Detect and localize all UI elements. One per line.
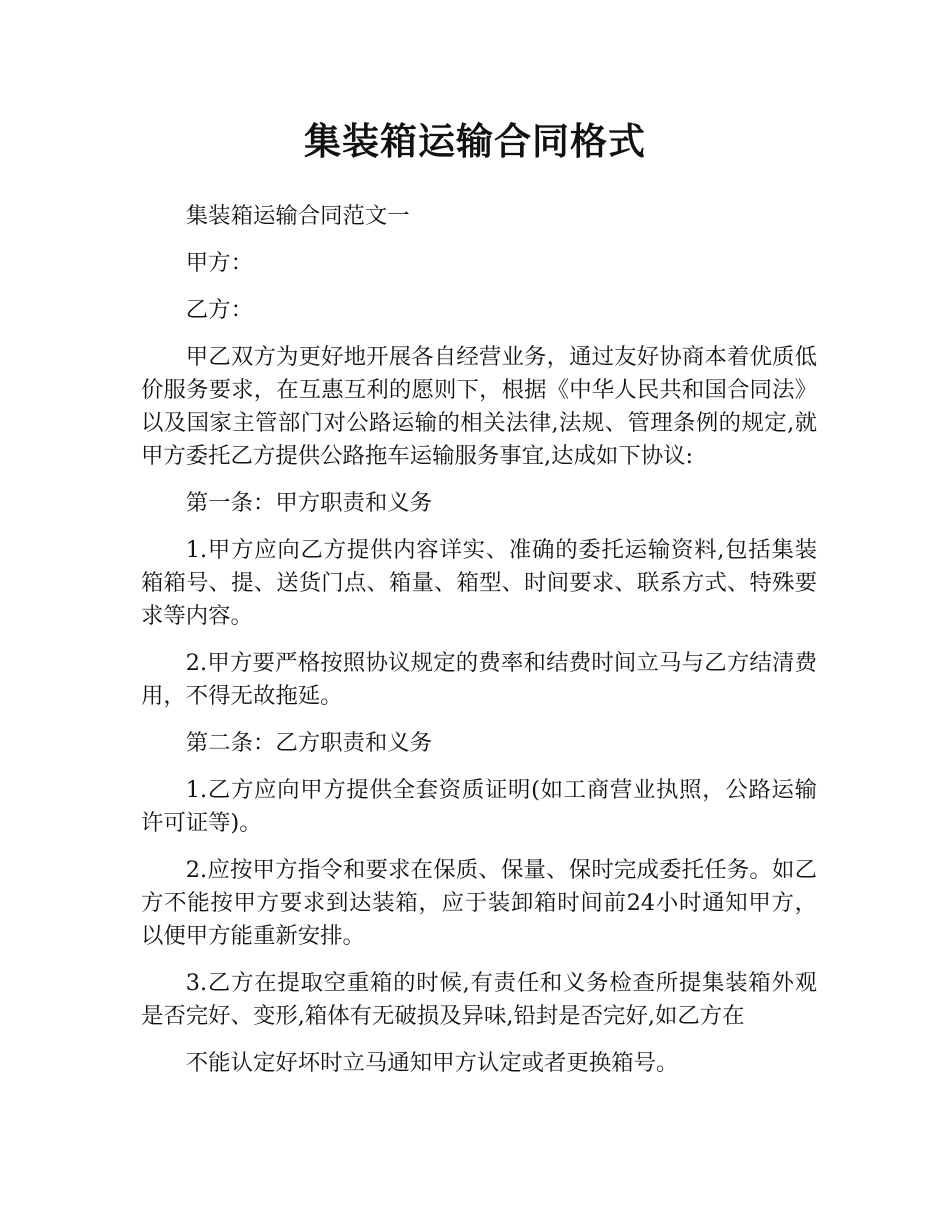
article-2-clause-3-continued: 不能认定好坏时立马通知甲方认定或者更换箱号。 xyxy=(185,1050,679,1076)
article-2-heading: 第二条：乙方职责和义务 xyxy=(185,730,433,756)
paragraph-party-a: 甲方： xyxy=(185,250,253,276)
article-1-heading: 第一条：甲方职责和义务 xyxy=(185,490,433,516)
article-1-clause-2: 2.甲方要严格按照协议规定的费率和结费时间立马与乙方结清费用，不得无故拖延。 xyxy=(141,650,817,709)
article-2-clause-1: 1.乙方应向甲方提供全套资质证明(如工商营业执照，公路运输许可证等)。 xyxy=(141,777,817,836)
document-body xyxy=(141,200,817,1094)
article-2-clause-3: 3.乙方在提取空重箱的时候,有责任和义务检查所提集装箱外观是否完好、变形,箱体有无破损及异味,铅封是否完好,如乙方在 xyxy=(141,970,817,1029)
article-2-clause-2: 2.应按甲方指令和要求在保质、保量、保时完成委托任务。如乙方不能按甲方要求到达装箱，应于装卸箱时间前24小时通知甲方，以便甲方能重新安排。 xyxy=(141,857,817,949)
paragraph-party-b: 乙方： xyxy=(185,297,253,323)
paragraph-subtitle: 集装箱运输合同范文一 xyxy=(185,203,410,229)
paragraph-preamble: 甲乙双方为更好地开展各自经营业务，通过友好协商本着优质低价服务要求，在互惠互利的愿则下，根据《中华人民共和国合同法》以及国家主管部门对公路运输的相关法律,法规、管理条例的规定,就甲方委托乙方提供公路拖车运输服务事宜,达成如下协议: xyxy=(141,344,817,469)
article-1-clause-1: 1.甲方应向乙方提供内容详实、准确的委托运输资料,包括集装箱箱号、提、送货门点、箱量、箱型、时间要求、联系方式、特殊要求等内容。 xyxy=(141,537,817,629)
document-title: 集装箱运输合同格式 xyxy=(304,120,646,163)
